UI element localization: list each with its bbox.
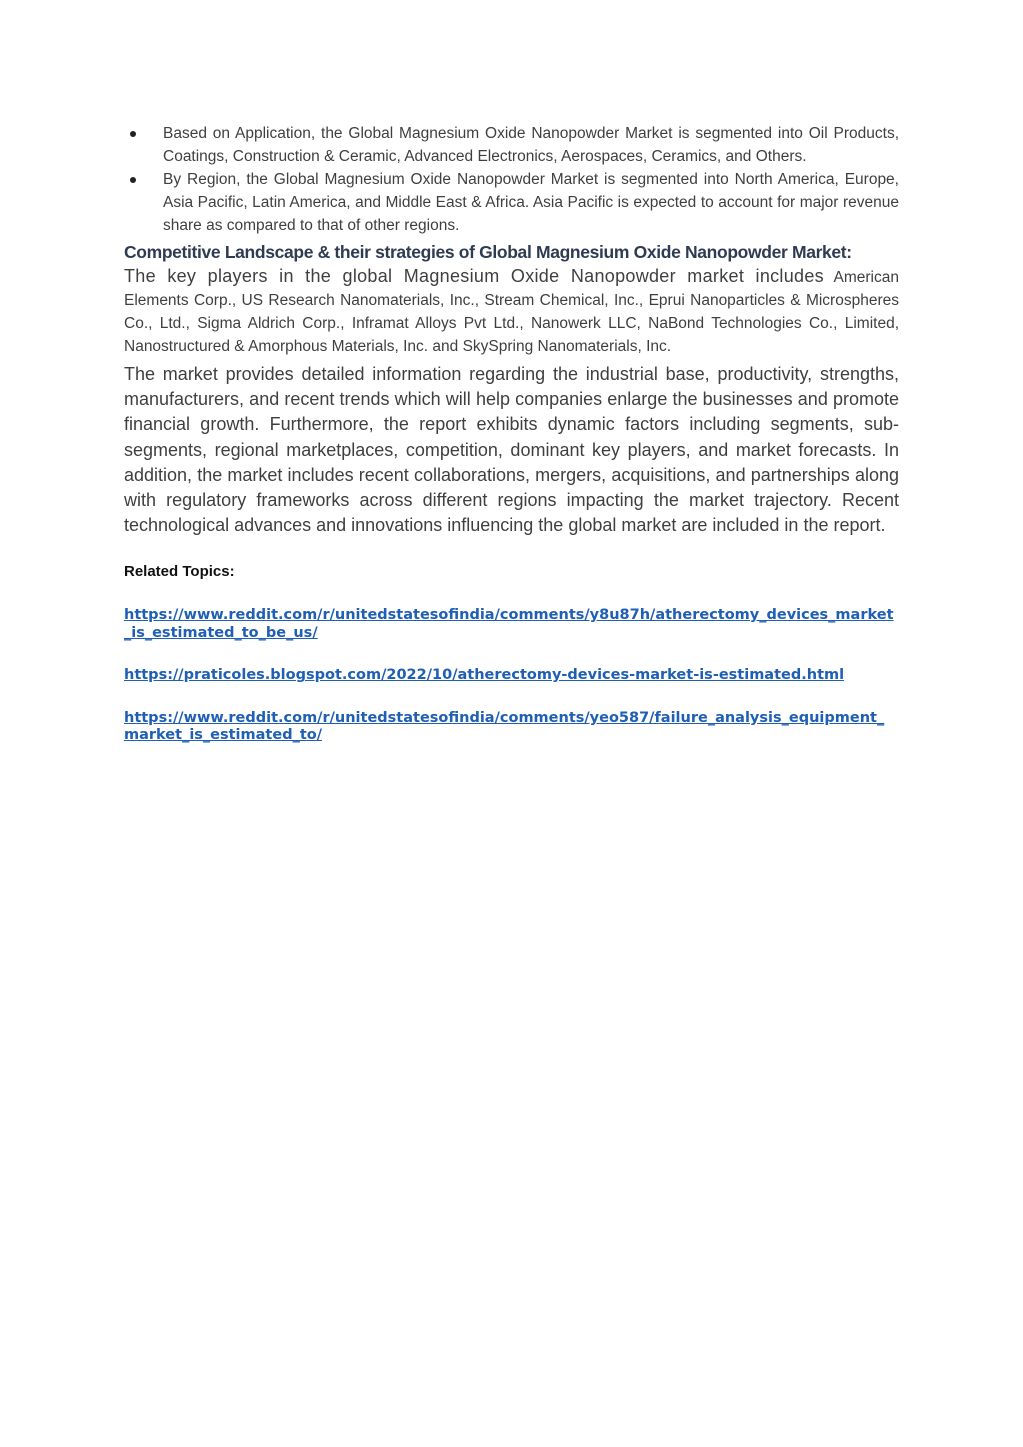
bullet-item <box>124 122 899 168</box>
document-page <box>124 122 899 745</box>
related-link-reddit-failure-analysis[interactable]: https://www.reddit.com/r/unitedstatesofindia/comments/yeo587/failure_analysis_equipment_market_is_estimated_to/ <box>124 709 885 744</box>
bullet-text: Based on Application, the Global Magnesium Oxide Nanopowder Market is segmented into Oil Products, Coatings, Construction & Ceramic, Advanced Electronics, Aerospaces, Ceramics, and Others. <box>163 125 899 165</box>
bullet-item <box>124 168 899 237</box>
key-players-paragraph <box>124 265 899 358</box>
market-paragraph: The market provides detailed information regarding the industrial base, productivity, strengths, manufacturers, and recent trends which will help companies enlarge the businesses and promote financial growth. Furthermore, the report exhibits dynamic factors including segments, sub-segments, regional marketplaces, competition, dominant key players, and market forecasts. In addition, the market includes recent collaborations, mergers, acquisitions, and partnerships along with regulatory frameworks across different regions impacting the market trajectory. Recent technological advances and innovations influencing the global market are included in the report. <box>124 364 899 536</box>
related-topics-title: Related Topics: <box>124 563 235 581</box>
bullet-dot-icon <box>130 131 136 137</box>
key-players-lead: The key players in the global Magnesium Oxide Nanopowder market includes <box>124 266 824 286</box>
related-link-blogspot-atherectomy[interactable]: https://praticoles.blogspot.com/2022/10/atherectomy-devices-market-is-estimated.html <box>124 667 845 684</box>
key-players-list: American Elements Corp., US Research Nanomaterials, Inc., Stream Chemical, Inc., Eprui Nanoparticles & Microspheres Co., Ltd., Sigma Aldrich Corp., Inframat Alloys Pvt Ltd., Nanowerk LLC, NaBond Technologies Co., Limited, Nanostructured & Amorphous Materials, Inc. and SkySpring Nanomaterials, Inc. <box>124 269 899 355</box>
bullet-list <box>124 122 899 237</box>
bullet-text: By Region, the Global Magnesium Oxide Nanopowder Market is segmented into North America, Europe, Asia Pacific, Latin America, and Middle East & Africa. Asia Pacific is expected to account for major revenue share as compared to that of other regions. <box>163 171 899 234</box>
competitive-landscape-heading: Competitive Landscape & their strategies of Global Magnesium Oxide Nanopowder Market: <box>124 242 852 262</box>
bullet-dot-icon <box>130 177 136 183</box>
related-link-reddit-atherectomy[interactable]: https://www.reddit.com/r/unitedstatesofindia/comments/y8u87h/atherectomy_devices_market_is_estimated_to_be_us/ <box>124 607 894 641</box>
